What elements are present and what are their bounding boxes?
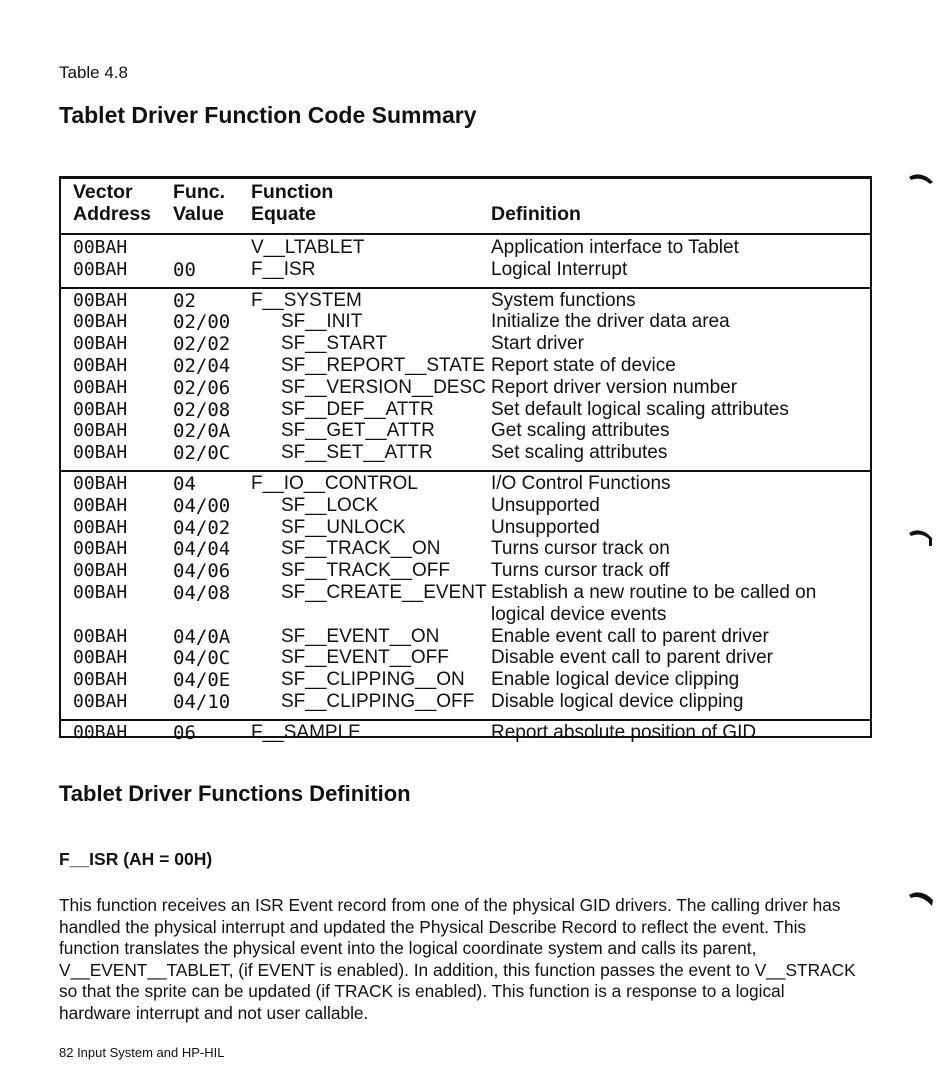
definition: System functions bbox=[491, 289, 636, 311]
vector-address: 00BAH bbox=[73, 376, 128, 398]
table-row bbox=[61, 691, 870, 713]
function-equate: SF__GET__ATTR bbox=[281, 420, 435, 442]
table-row bbox=[61, 311, 870, 333]
header-vector: Vector bbox=[73, 181, 133, 203]
table-row bbox=[61, 355, 870, 377]
vector-address: 00BAH bbox=[73, 333, 128, 355]
table-header bbox=[61, 179, 870, 235]
definition: Unsupported bbox=[491, 516, 600, 538]
func-value: 06 bbox=[173, 721, 196, 744]
function-equate: SF__TRACK__ON bbox=[281, 538, 441, 560]
func-value: 04/0A bbox=[173, 625, 231, 648]
table-row bbox=[61, 377, 870, 399]
vector-address: 00BAH bbox=[73, 398, 128, 420]
vector-address: 00BAH bbox=[73, 691, 128, 712]
vector-address: 00BAH bbox=[73, 560, 128, 582]
vector-address: 00BAH bbox=[73, 669, 128, 691]
vector-address: 00BAH bbox=[73, 289, 128, 311]
header-equate: Equate bbox=[251, 203, 317, 225]
function-equate: SF__VERSION__DESC bbox=[281, 376, 486, 398]
table-number: Table 4.8 bbox=[59, 63, 128, 82]
vector-address: 00BAH bbox=[73, 237, 128, 258]
table-group bbox=[61, 471, 870, 721]
definition: Report absolute position of GID bbox=[491, 721, 757, 743]
func-value: 02/04 bbox=[173, 354, 231, 377]
definition: Initialize the driver data area bbox=[491, 311, 730, 333]
body-paragraph: This function receives an ISR Event record from one of the physical GID drivers. The calling driver has handled the physical interrupt and updated the Physical Describe Record to reflect the event. This function translates the physical event into the logical coordinate system and calls its parent, V__EVENT__TABLET, (if EVENT is enabled). In addition, this function passes the event to V__STRACK so that the sprite can be updated (if TRACK is enabled). This function is a response to a logical hardware interrupt and not user callable. bbox=[59, 895, 856, 1023]
vector-address: 00BAH bbox=[73, 494, 128, 516]
function-equate: SF__LOCK bbox=[281, 494, 379, 516]
func-value: 04/10 bbox=[173, 691, 231, 713]
function-equate: SF__CLIPPING__ON bbox=[281, 669, 465, 691]
section-title: Tablet Driver Functions Definition bbox=[59, 781, 411, 806]
header-address: Address bbox=[73, 203, 152, 225]
table-row bbox=[61, 538, 870, 560]
func-value: 04 bbox=[173, 473, 196, 495]
function-equate: F__SAMPLE bbox=[251, 721, 361, 743]
table-row bbox=[61, 517, 870, 539]
page-footer: 82 Input System and HP-HIL bbox=[59, 1045, 225, 1060]
header-value: Value bbox=[173, 203, 224, 225]
definition: Report driver version number bbox=[491, 376, 738, 398]
function-equate: F__ISR bbox=[251, 258, 316, 280]
header-definition: Definition bbox=[491, 203, 581, 225]
header-function: Function bbox=[251, 181, 334, 203]
func-value: 04/02 bbox=[173, 516, 231, 539]
table-row bbox=[61, 399, 870, 421]
function-equate: V__LTABLET bbox=[251, 237, 365, 258]
table-group bbox=[61, 288, 870, 472]
definition: Turns cursor track on bbox=[491, 538, 670, 560]
table-row bbox=[61, 473, 870, 495]
func-value: 04/06 bbox=[173, 560, 231, 583]
func-value: 04/04 bbox=[173, 538, 231, 561]
function-code-table bbox=[59, 176, 872, 744]
function-equate: SF__CLIPPING__OFF bbox=[281, 691, 475, 712]
function-equate: F__IO__CONTROL bbox=[251, 473, 418, 494]
table-row bbox=[61, 259, 870, 281]
definition: Set scaling attributes bbox=[491, 442, 668, 464]
vector-address: 00BAH bbox=[73, 354, 128, 376]
func-value: 02/08 bbox=[173, 398, 231, 421]
definition: I/O Control Functions bbox=[491, 473, 671, 494]
func-value: 04/00 bbox=[173, 494, 231, 517]
table-group bbox=[61, 235, 870, 289]
table-row bbox=[61, 333, 870, 355]
definition: Report state of device bbox=[491, 354, 676, 376]
func-value: 00 bbox=[173, 258, 196, 281]
margin-mark-2 bbox=[905, 526, 935, 548]
table-title: Tablet Driver Function Code Summary bbox=[59, 102, 477, 128]
table-row bbox=[61, 560, 870, 582]
function-equate: F__SYSTEM bbox=[251, 289, 362, 311]
definition: Logical Interrupt bbox=[491, 258, 628, 280]
table-row bbox=[61, 647, 870, 669]
vector-address: 00BAH bbox=[73, 721, 128, 743]
definition: Unsupported bbox=[491, 494, 600, 516]
vector-address: 00BAH bbox=[73, 625, 128, 647]
table-row bbox=[61, 290, 870, 312]
function-equate: SF__SET__ATTR bbox=[281, 442, 433, 464]
function-equate: SF__REPORT__STATE bbox=[281, 354, 485, 376]
func-value: 04/0E bbox=[173, 669, 231, 692]
vector-address: 00BAH bbox=[73, 582, 128, 603]
func-value: 04/0C bbox=[173, 647, 231, 670]
function-equate: SF__INIT bbox=[281, 311, 363, 333]
vector-address: 00BAH bbox=[73, 442, 128, 464]
function-equate: SF__DEF__ATTR bbox=[281, 398, 434, 420]
vector-address: 00BAH bbox=[73, 311, 128, 333]
definition: Set default logical scaling attributes bbox=[491, 398, 789, 420]
func-value: 02/0C bbox=[173, 442, 231, 465]
vector-address: 00BAH bbox=[73, 647, 128, 669]
table-row bbox=[61, 237, 870, 259]
definition: Application interface to Tablet bbox=[491, 237, 739, 258]
definition: Enable logical device clipping bbox=[491, 669, 740, 691]
definition: Turns cursor track off bbox=[491, 560, 670, 582]
margin-mark-3 bbox=[905, 888, 935, 910]
header-func: Func. bbox=[173, 181, 225, 203]
func-value: 04/08 bbox=[173, 582, 231, 604]
func-value: 02/0A bbox=[173, 420, 231, 443]
definition: Establish a new routine to be called on bbox=[491, 582, 817, 603]
margin-mark-1 bbox=[905, 170, 935, 192]
table-row bbox=[61, 495, 870, 517]
definition: Start driver bbox=[491, 333, 584, 355]
func-value: 02 bbox=[173, 289, 196, 312]
vector-address: 00BAH bbox=[73, 420, 128, 442]
table-row bbox=[61, 669, 870, 691]
table-row bbox=[61, 582, 870, 625]
function-equate: SF__EVENT__ON bbox=[281, 625, 440, 647]
definition: Disable event call to parent driver bbox=[491, 647, 773, 669]
vector-address: 00BAH bbox=[73, 538, 128, 560]
definition: Disable logical device clipping bbox=[491, 691, 744, 712]
func-value: 02/02 bbox=[173, 333, 231, 356]
function-equate: SF__CREATE__EVENT bbox=[281, 582, 487, 603]
table-row bbox=[61, 626, 870, 648]
vector-address: 00BAH bbox=[73, 258, 128, 280]
subsection-title: F__ISR (AH = 00H) bbox=[59, 849, 213, 869]
func-value: 02/06 bbox=[173, 376, 231, 399]
function-equate: SF__UNLOCK bbox=[281, 516, 406, 538]
function-equate: SF__EVENT__OFF bbox=[281, 647, 449, 669]
function-equate: SF__START bbox=[281, 333, 387, 355]
vector-address: 00BAH bbox=[73, 516, 128, 538]
definition-continued: logical device events bbox=[491, 603, 667, 625]
vector-address: 00BAH bbox=[73, 473, 128, 494]
definition: Enable event call to parent driver bbox=[491, 625, 769, 647]
table-row bbox=[61, 420, 870, 442]
table-row bbox=[61, 722, 870, 744]
table-group bbox=[61, 720, 870, 750]
definition: Get scaling attributes bbox=[491, 420, 670, 442]
table-row bbox=[61, 442, 870, 464]
function-equate: SF__TRACK__OFF bbox=[281, 560, 450, 582]
func-value: 02/00 bbox=[173, 311, 231, 334]
